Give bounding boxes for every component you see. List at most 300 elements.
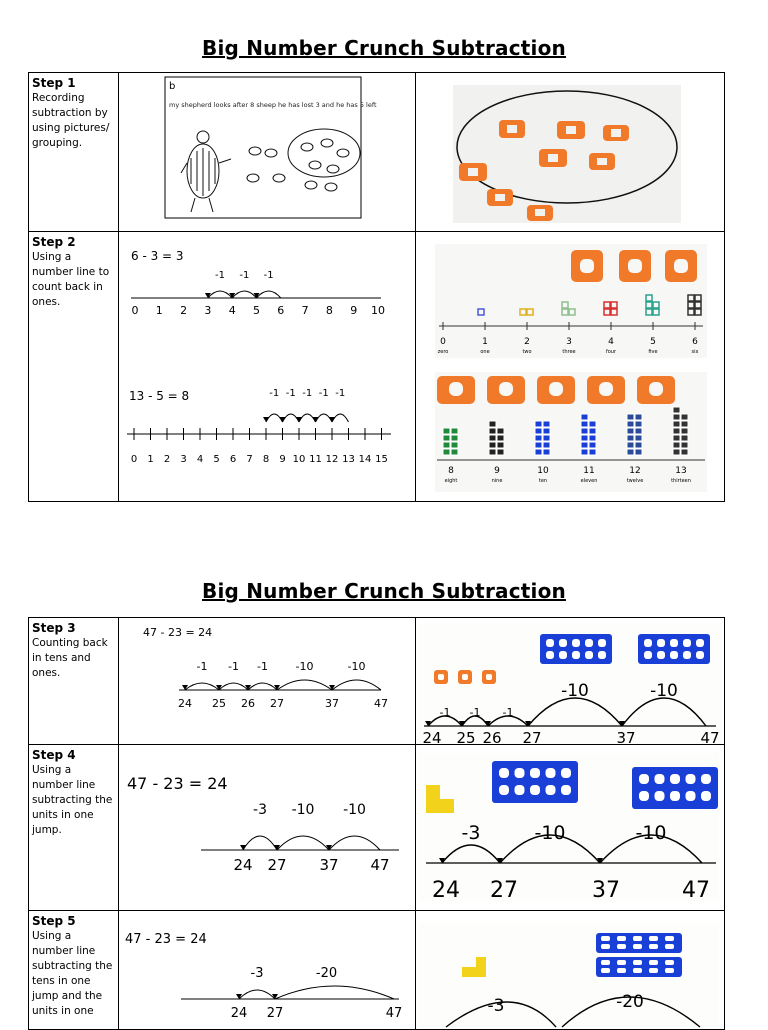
numberline-1-tick-label: 3	[204, 304, 212, 317]
sketch-letter: b	[169, 81, 176, 92]
numicon-block	[451, 435, 458, 441]
photo-a-word: six	[691, 349, 699, 355]
blue-ten-hole	[617, 944, 626, 949]
numicon-block	[489, 428, 496, 434]
orange-ten-frame-hole	[628, 259, 642, 273]
numicon-block	[581, 449, 588, 455]
step3-photo-number: 24	[422, 729, 442, 745]
numberline-2-tick-label: 14	[358, 454, 372, 465]
numicon-square	[646, 302, 652, 308]
step3-jump-label: -10	[347, 660, 366, 673]
blue-ten-hole	[633, 968, 642, 973]
numberline-1-tick-label: 2	[180, 304, 188, 317]
step4-jump	[277, 836, 329, 850]
numberline-2-jump-head	[263, 417, 269, 422]
orange-ten-frame-hole	[599, 382, 613, 396]
step5-title: Step 5	[32, 914, 76, 928]
step4-jump-label: -3	[253, 802, 267, 818]
step5-jump	[275, 986, 394, 999]
numicon-block	[627, 435, 634, 441]
numicon-block	[673, 442, 680, 448]
numicon-block	[489, 421, 496, 427]
step3-tick-label: 26	[241, 697, 255, 710]
numberline-2-jump	[266, 414, 283, 422]
step3-photo-number: 25	[456, 729, 476, 745]
step3-photo-jump-label: -1	[439, 706, 451, 719]
step1-label-cell	[28, 72, 119, 232]
blue-ten-hole	[696, 651, 704, 659]
numberline-2-tick-label: 6	[229, 454, 237, 465]
step3-photo-number: 26	[482, 729, 502, 745]
numicon-square	[520, 309, 526, 315]
step2-equation-1: 6 - 3 = 3	[131, 249, 184, 263]
photo-a-number: 0	[440, 337, 446, 347]
step3-jump-label: -1	[228, 660, 239, 673]
blue-ten-hole	[670, 774, 680, 784]
numberline-2-jump-label: -1	[302, 388, 313, 399]
numicon-block	[635, 449, 642, 455]
numicon-block	[627, 442, 634, 448]
numberline-2-jump	[299, 414, 316, 422]
photo-a-number: 1	[482, 337, 488, 347]
numberline-2-tick-label: 12	[325, 454, 339, 465]
orange-ten-frame-hole	[649, 382, 663, 396]
numicon-block	[489, 449, 496, 455]
photo-a-number: 3	[566, 337, 572, 347]
numicon-block	[635, 414, 642, 420]
numberline-2-tick-label: 9	[279, 454, 286, 465]
numicon-square	[569, 309, 575, 315]
photo-a-word: zero	[437, 349, 449, 355]
numicon-block	[497, 442, 504, 448]
step5-photo-cell	[415, 910, 725, 1030]
blue-ten-hole	[701, 791, 711, 801]
numicon-square	[688, 302, 694, 308]
step4-photo-number: 27	[490, 878, 518, 903]
step4-tick-label: 47	[370, 856, 390, 874]
step3-number-line	[119, 618, 416, 745]
numicon-block	[535, 442, 542, 448]
step3-jump	[332, 680, 381, 690]
numicon-block	[535, 435, 542, 441]
step4-jump	[243, 836, 277, 850]
step5-desc: Using a number line subtracting the tens in one jump and the units in one	[32, 930, 113, 1017]
numberline-1-tick-label: 5	[253, 304, 260, 317]
numicon-square	[646, 295, 652, 301]
numicon-square	[478, 309, 484, 315]
photo-b-word: eleven	[580, 478, 598, 484]
blue-ten-hole	[665, 944, 674, 949]
photo-a-number: 4	[608, 337, 614, 347]
numicon-square	[688, 309, 694, 315]
step4-photo-cell	[415, 744, 725, 911]
orange-ten-frame-hole	[674, 259, 688, 273]
numicon-block	[673, 407, 680, 413]
blue-ten-hole	[601, 960, 610, 965]
blue-ten-hole	[633, 936, 642, 941]
blue-ten-hole	[546, 785, 556, 795]
blue-ten-hole	[530, 785, 540, 795]
blue-ten-hole	[649, 936, 658, 941]
blue-ten-hole	[644, 639, 652, 647]
blue-ten-hole	[686, 774, 696, 784]
blue-ten-hole	[657, 639, 665, 647]
step3-jump-head	[182, 685, 188, 690]
blue-ten-hole	[559, 639, 567, 647]
step3-tick-label: 47	[374, 697, 388, 710]
step5-equation: 47 - 23 = 24	[125, 932, 207, 947]
step3-photo-jump-label: -1	[469, 706, 481, 719]
step4-label-cell	[28, 744, 119, 911]
numicon-square	[611, 309, 617, 315]
numicon-block	[497, 428, 504, 434]
step2-label-cell	[28, 231, 119, 502]
blue-ten-bar	[632, 767, 718, 809]
photo-b-word: thirteen	[671, 478, 691, 484]
numicon-block	[589, 435, 596, 441]
photo-a-word: five	[648, 349, 658, 355]
step3-numberline-cell	[118, 617, 416, 745]
page-title-top: Big Number Crunch Subtraction	[202, 36, 566, 60]
step4-photo-number: 24	[432, 878, 460, 903]
step5-photo-jump-label: -20	[616, 992, 644, 1012]
step3-photo-jump-label: -10	[650, 681, 678, 701]
blue-ten-hole	[701, 774, 711, 784]
step3-tick-label: 24	[178, 697, 192, 710]
blue-ten-hole	[546, 651, 554, 659]
numicon-block	[635, 428, 642, 434]
step4-numberline-cell	[118, 744, 416, 911]
numicon-square	[604, 309, 610, 315]
page-title-bottom: Big Number Crunch Subtraction	[202, 579, 566, 603]
numicon-block	[627, 414, 634, 420]
step2-title: Step 2	[32, 235, 76, 249]
numicon-block	[451, 442, 458, 448]
step4-photo	[416, 745, 725, 911]
blue-ten-hole	[633, 960, 642, 965]
blue-ten-hole	[572, 651, 580, 659]
step4-jump-label: -10	[291, 802, 315, 818]
step4-number-line	[119, 745, 416, 911]
numicon-block	[489, 442, 496, 448]
numicon-block	[581, 435, 588, 441]
numicon-block	[581, 428, 588, 434]
photo-b-number: 10	[537, 466, 549, 476]
numicon-square	[604, 302, 610, 308]
numicon-square	[695, 302, 701, 308]
photo-b-number: 12	[629, 466, 641, 476]
step4-photo-jump-label: -10	[635, 822, 667, 844]
photo-a-word: two	[522, 349, 532, 355]
step4-tick-label: 24	[233, 856, 253, 874]
numberline-2-tick-label: 13	[342, 454, 355, 465]
numberline-2-jump	[316, 414, 333, 422]
step5-label-cell	[28, 910, 119, 1030]
blue-ten-hole	[655, 791, 665, 801]
blue-ten-hole	[670, 639, 678, 647]
numberline-2-jump-label: -1	[335, 388, 346, 399]
numberline-1-tick-label: 6	[277, 304, 285, 317]
step3-label-cell	[28, 617, 119, 745]
photo-b-word: nine	[491, 478, 503, 484]
step2-photo-b	[435, 372, 707, 492]
numicon-block	[681, 428, 688, 434]
numicon-block	[681, 421, 688, 427]
blue-ten-hole	[617, 960, 626, 965]
numicon-square	[695, 295, 701, 301]
step3-title: Step 3	[32, 621, 76, 635]
step3-tick-label: 27	[270, 697, 284, 710]
numicon-square	[653, 302, 659, 308]
numberline-2-jump-label: -1	[285, 388, 296, 399]
step5-number-line	[119, 911, 416, 1030]
orange-unit-hole	[462, 674, 468, 680]
numicon-block	[535, 421, 542, 427]
blue-ten-hole	[649, 960, 658, 965]
numberline-2-tick-label: 2	[163, 454, 171, 465]
blue-ten-hole	[649, 944, 658, 949]
numicon-square	[688, 295, 694, 301]
step2-photo-cell	[415, 231, 725, 502]
step3-equation: 47 - 23 = 24	[143, 626, 213, 639]
numicon-block	[589, 449, 596, 455]
numicon-block	[581, 421, 588, 427]
numberline-1-tick-label: 7	[301, 304, 309, 317]
numberline-2-tick-label: 0	[130, 454, 138, 465]
step5-tick-label: 27	[266, 1006, 284, 1021]
photo-b-number: 11	[583, 466, 595, 476]
numberline-2-tick-label: 5	[213, 454, 220, 465]
numberline-2-jump-label: -1	[269, 388, 280, 399]
numicon-block	[635, 435, 642, 441]
numberline-1-jump-label: -1	[215, 270, 226, 281]
blue-ten-hole	[559, 651, 567, 659]
numicon-block	[543, 435, 550, 441]
blue-ten-hole	[499, 768, 509, 778]
step5-jump-label: -20	[315, 966, 338, 981]
orange-ten-frame-hole	[580, 259, 594, 273]
step4-tick-label: 37	[319, 856, 339, 874]
photo-a-number: 6	[692, 337, 698, 347]
numicon-block	[535, 449, 542, 455]
numberline-2-tick-label: 3	[180, 454, 187, 465]
step3-jump-label: -1	[196, 660, 208, 673]
photo-b-word: ten	[538, 478, 548, 484]
numberline-2-tick-label: 1	[147, 454, 154, 465]
blue-ten-hole	[561, 785, 571, 795]
numicon-block	[451, 449, 458, 455]
blue-ten-hole	[665, 936, 674, 941]
step1-title: Step 1	[32, 76, 76, 90]
numicon-square	[562, 309, 568, 315]
numicon-block	[673, 435, 680, 441]
step3-photo-number: 37	[616, 729, 636, 745]
numicon-block	[581, 442, 588, 448]
step3-jump	[185, 683, 219, 690]
numicon-block	[589, 428, 596, 434]
step3-desc: Counting back in tens and ones.	[32, 637, 108, 679]
numicon-block	[673, 428, 680, 434]
step1-photo-cell	[415, 72, 725, 232]
step5-photo-jump-label: -3	[487, 996, 505, 1016]
blue-ten-hole	[585, 639, 593, 647]
numberline-1-jump-label: -1	[239, 270, 250, 281]
blue-ten-hole	[499, 785, 509, 795]
step4-jump-label: -10	[343, 802, 366, 818]
numicon-block	[489, 435, 496, 441]
blue-ten-hole	[515, 785, 525, 795]
numicon-block	[443, 435, 450, 441]
photo-b-word: eight	[444, 478, 458, 484]
numicon-block	[543, 449, 550, 455]
numberline-1-jump	[232, 291, 256, 298]
step3-jump	[248, 683, 277, 690]
blue-ten-hole	[639, 774, 649, 784]
numicon-block	[543, 442, 550, 448]
step4-title: Step 4	[32, 748, 76, 762]
numicon-block	[497, 449, 504, 455]
orange-ten-frame-hole	[499, 382, 513, 396]
blue-ten-hole	[696, 639, 704, 647]
numberline-1-jump-label: -1	[263, 270, 274, 281]
blue-ten-hole	[598, 651, 606, 659]
step4-equation: 47 - 23 = 24	[127, 774, 228, 793]
numicon-block	[443, 428, 450, 434]
numicon-block	[635, 421, 642, 427]
blue-ten-hole	[670, 791, 680, 801]
step1-desc: Recording subtraction by using pictures/ grouping.	[32, 92, 110, 149]
numberline-1-tick-label: 4	[228, 304, 236, 317]
blue-ten-hole	[530, 768, 540, 778]
step3-jump	[277, 680, 332, 690]
blue-ten-hole	[546, 768, 556, 778]
numberline-1-tick-label: 9	[350, 304, 358, 317]
numberline-1-tick-label: 10	[371, 304, 385, 317]
blue-ten-hole	[585, 651, 593, 659]
blue-ten-hole	[617, 968, 626, 973]
numicon-square	[695, 309, 701, 315]
numicon-block	[535, 428, 542, 434]
numicon-square	[646, 309, 652, 315]
numberline-1-tick-label: 0	[131, 304, 139, 317]
step3-photo-jump-label: -1	[502, 706, 514, 719]
step4-tick-label: 27	[267, 856, 287, 874]
numicon-block	[543, 428, 550, 434]
blue-ten-hole	[649, 968, 658, 973]
step4-photo-number: 47	[682, 878, 710, 903]
step2-equation-2: 13 - 5 = 8	[129, 389, 190, 403]
numberline-2-tick-label: 11	[309, 454, 322, 465]
numberline-2-jump	[332, 414, 349, 422]
numicon-block	[581, 414, 588, 420]
numicon-block	[673, 414, 680, 420]
blue-ten-hole	[657, 651, 665, 659]
photo-a-number: 5	[650, 337, 656, 347]
blue-ten-bar	[638, 634, 710, 664]
blue-ten-hole	[644, 651, 652, 659]
step2-number-lines	[119, 232, 416, 502]
step1-sketch-cell	[118, 72, 416, 232]
blue-ten-hole	[515, 768, 525, 778]
numberline-2-jump-label: -1	[318, 388, 329, 399]
blue-ten-hole	[601, 944, 610, 949]
blue-ten-hole	[665, 960, 674, 965]
blue-ten-hole	[670, 651, 678, 659]
blue-ten-hole	[655, 774, 665, 784]
step5-jump	[239, 990, 275, 999]
numicon-block	[543, 421, 550, 427]
photo-b-number: 8	[448, 466, 454, 476]
blue-ten-hole	[683, 639, 691, 647]
numicon-block	[635, 442, 642, 448]
blue-ten-hole	[665, 968, 674, 973]
numberline-2-tick-label: 10	[292, 454, 306, 465]
numicon-square	[611, 302, 617, 308]
numicon-block	[443, 442, 450, 448]
blue-ten-hole	[686, 791, 696, 801]
blue-ten-hole	[633, 944, 642, 949]
photo-a-word: three	[562, 349, 576, 355]
step4-desc: Using a number line subtracting the units in one jump.	[32, 764, 113, 836]
step3-photo-jump-label: -10	[561, 681, 589, 701]
numicon-block	[681, 414, 688, 420]
numicon-block	[627, 449, 634, 455]
blue-ten-bar	[540, 634, 612, 664]
numberline-1-tick-label: 1	[155, 304, 163, 317]
step1-child-drawing	[119, 73, 416, 232]
step3-jump-label: -1	[257, 660, 268, 673]
numicon-block	[589, 442, 596, 448]
blue-ten-hole	[561, 768, 571, 778]
numicon-block	[673, 449, 680, 455]
numicon-square	[562, 302, 568, 308]
step2-desc: Using a number line to count back in ones.	[32, 251, 110, 308]
numberline-1-tick-label: 8	[325, 304, 333, 317]
blue-ten-hole	[683, 651, 691, 659]
step5-jump-label: -3	[250, 966, 264, 981]
photo-a-number: 2	[524, 337, 530, 347]
blue-ten-hole	[639, 791, 649, 801]
numberline-2-tick-label: 4	[196, 454, 204, 465]
numberline-2-jump	[283, 414, 300, 422]
step4-photo-jump-label: -3	[461, 822, 481, 844]
step4-photo-number: 37	[592, 878, 620, 903]
orange-unit-hole	[486, 674, 492, 680]
orange-ten-frame-hole	[449, 382, 463, 396]
numicon-block	[681, 442, 688, 448]
orange-unit-hole	[438, 674, 444, 680]
step4-photo-jump-label: -10	[534, 822, 566, 844]
numicon-square	[527, 309, 533, 315]
step3-tick-label: 37	[325, 697, 339, 710]
numicon-block	[443, 449, 450, 455]
photo-a-word: four	[605, 349, 617, 355]
blue-ten-hole	[546, 639, 554, 647]
step3-photo-number: 27	[522, 729, 542, 745]
step3-jump-head	[329, 685, 335, 690]
step1-photo	[453, 85, 681, 223]
numicon-block	[497, 435, 504, 441]
step5-photo	[416, 911, 725, 1030]
step5-numberline-cell	[118, 910, 416, 1030]
numicon-block	[589, 421, 596, 427]
blue-ten-hole	[598, 639, 606, 647]
photo-b-number: 9	[494, 466, 500, 476]
numicon-block	[681, 449, 688, 455]
step3-jump	[219, 683, 248, 690]
numicon-block	[627, 421, 634, 427]
photo-b-word: twelve	[626, 478, 644, 484]
